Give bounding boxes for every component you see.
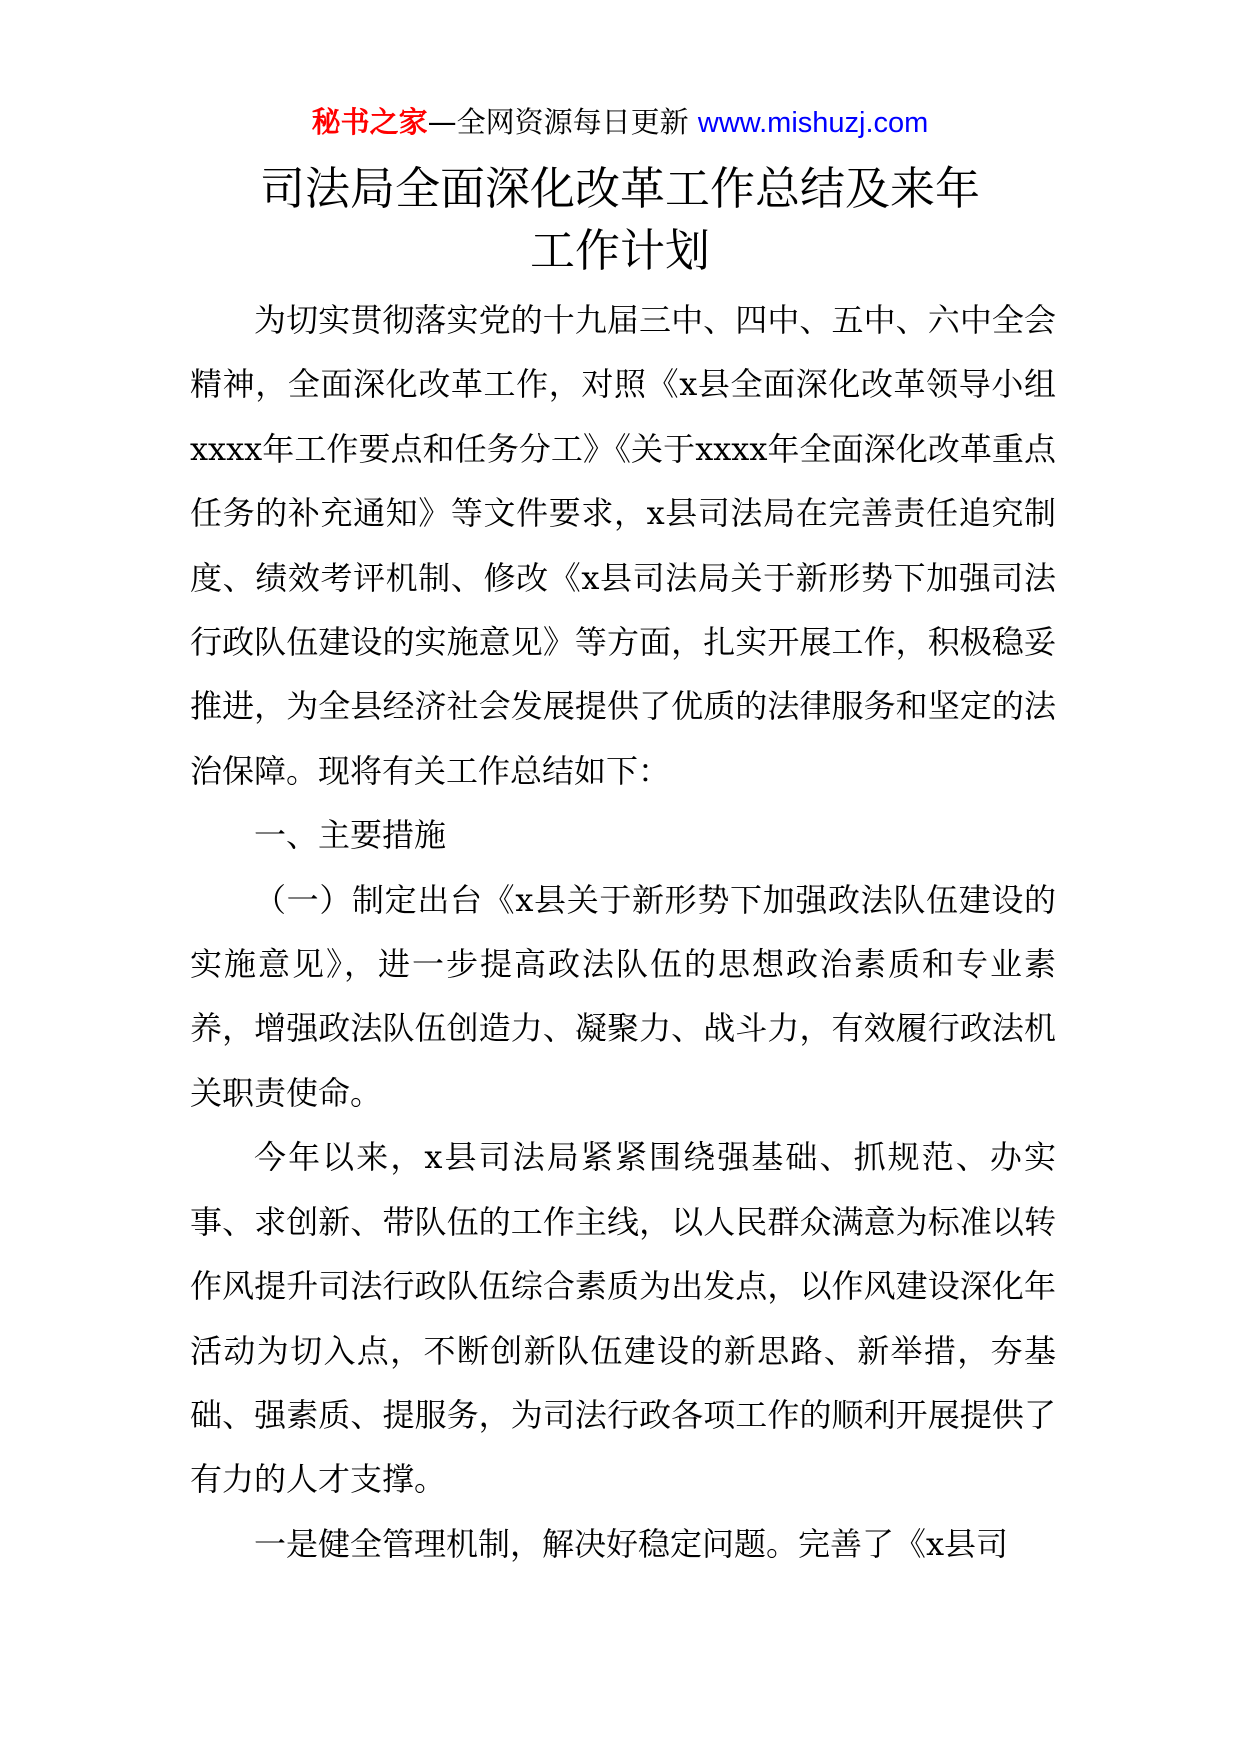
paragraph-this-year: 今年以来，x县司法局紧紧围绕强基础、抓规范、办实事、求创新、带队伍的工作主线，以人民群众满意为标准以转作风提升司法行政队伍综合素质为出发点，以作风建设深化年活动为切入点，不断创新队伍建设的新思路、新举措，夯基础、强素质、提服务，为司法行政各项工作的顺利开展提供了有力的人才支撑。 [190, 1138, 1056, 1499]
title-line-1: 司法局全面深化改革工作总结及来年 [259, 162, 980, 215]
header-slogan: —全网资源每日更新 [427, 105, 698, 139]
title-line-2: 工作计划 [529, 224, 710, 277]
site-url-link[interactable]: www.mishuzj.com [697, 107, 929, 139]
paragraph-point-1: 一是健全管理机制，解决好稳定问题。完善了《x县司 [254, 1524, 1009, 1563]
paragraph-intro: 为切实贯彻落实党的十九届三中、四中、五中、六中全会精神，全面深化改革工作，对照《x县全面深化改革领导小组xxxx年工作要点和任务分工》《关于xxxx年全面深化改革重点任务的补充通知》等文件要求，x县司法局在完善责任追究制度、绩效考评机制、修改《x县司法局关于新形势下加强司法行政队伍建设的实施意见》等方面，扎实开展工作，积极稳妥推进，为全县经济社会发展提供了优质的法律服务和坚定的法治保障。现将有关工作总结如下： [190, 301, 1056, 790]
section-heading-main-measures: 一、主要措施 [254, 816, 447, 855]
site-header [0, 102, 1240, 143]
brand-name: 秘书之家 [311, 105, 428, 139]
paragraph-subsection-1: （一）制定出台《x县关于新形势下加强政法队伍建设的实施意见》，进一步提高政法队伍的思想政治素质和专业素养，增强政法队伍创造力、凝聚力、战斗力，有效履行政法机关职责使命。 [190, 880, 1056, 1112]
document-title [150, 158, 1090, 282]
document-body [190, 288, 1056, 1576]
